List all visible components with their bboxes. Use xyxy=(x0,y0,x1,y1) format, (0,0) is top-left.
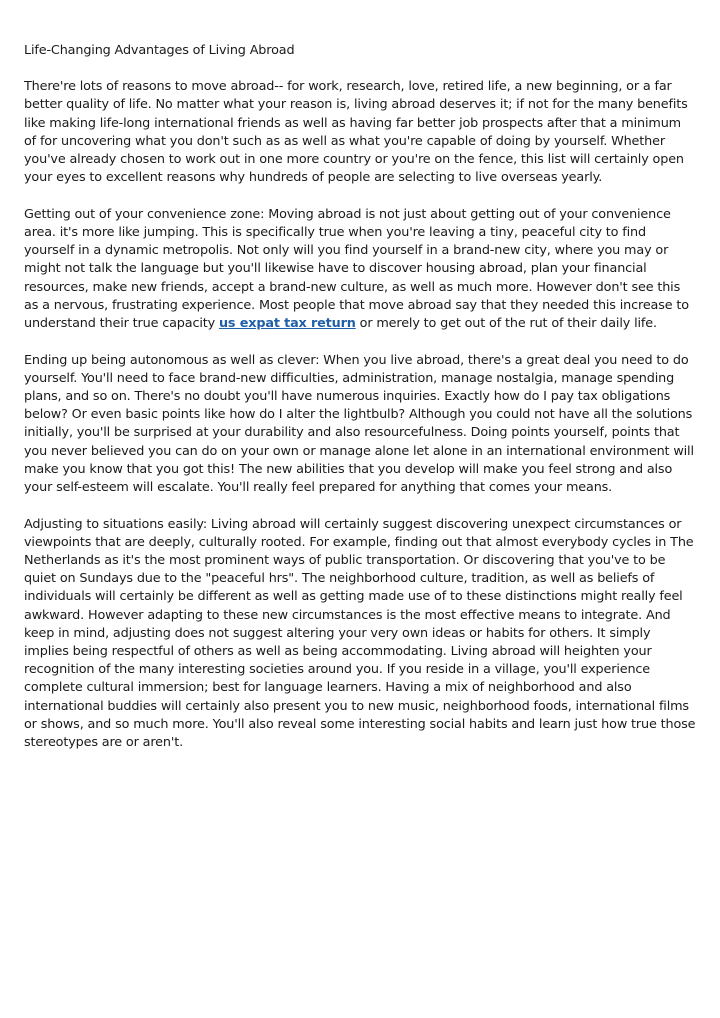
paragraph-intro: There're lots of reasons to move abroad-- for work, research, love, retired life, a new beginning, or a far better quality of life. No matter what your reason is, living abroad deserves it; if not for the many benefits like making life-long international friends as well as having far better job prospects after that a minimum of for uncovering what you don't such as as well as what you're capable of doing by yourself. Whether you've already chosen to work out in one more country or you're on the fence, this list will certainly open your eyes to excellent reasons why hundreds of people are selecting to live overseas yearly. xyxy=(24,79,688,186)
paragraph-text: or merely to get out of the rut of their daily life. xyxy=(355,316,657,332)
document-body xyxy=(24,42,696,771)
paragraph-convenience-zone xyxy=(24,206,696,333)
paragraph-autonomous: Ending up being autonomous as well as clever: When you live abroad, there's a great deal you need to do yourself. You'll need to face brand-new difficulties, administration, manage nostalgia, manage spending plans, and so on. There's no doubt you'll have numerous inquiries. Exactly how do I pay tax obligations below? Or even basic points like how do I alter the lightbulb? Although you could not have all the solutions initially, you'll be surprised at your durability and also resourcefulness. Doing points yourself, points that you never believed you can do on your own or manage alone let alone in an international environment will make you know that you got this! The new abilities that you develop will make you feel strong and also your self-esteem will escalate. You'll really feel prepared for anything that comes your means. xyxy=(24,352,694,496)
us-expat-tax-return-link[interactable]: us expat tax return xyxy=(218,316,356,332)
document-title: Life-Changing Advantages of Living Abroad xyxy=(24,43,295,58)
paragraph-adjusting: Adjusting to situations easily: Living abroad will certainly suggest discovering unexpect circumstances or viewpoints that are deeply, culturally rooted. For example, finding out that almost everybody cycles in The Netherlands as it's the most prominent ways of public transportation. Or discovering that you've to be quiet on Sundays due to the "peaceful hrs". The neighborhood culture, tradition, as well as beliefs of individuals will certainly be different as well as getting made use of to these distinctions might really feel awkward. However adapting to these new circumstances is the most effective means to integrate. And keep in mind, adjusting does not suggest altering your very own ideas or habits for others. It simply implies being respectful of others as well as being accommodating. Living abroad will heighten your recognition of the many interesting societies around you. If you reside in a village, you'll experience complete cultural immersion; best for language learners. Having a mix of neighborhood and also international buddies will certainly also present you to new music, neighborhood foods, international films or shows, and so much more. You'll also reveal some interesting social habits and learn just how true those stereotypes are or aren't. xyxy=(24,516,696,751)
paragraph-text: Getting out of your convenience zone: Moving abroad is not just about getting out of your convenience area. it's more like jumping. This is specifically true when you're leaving a tiny, peaceful city to find yourself in a dynamic metropolis. Not only will you find yourself in a brand-new city, where you may or might not talk the language but you'll likewise have to discover housing abroad, plan your financial resources, make new friends, accept a brand-new culture, as well as much more. However don't see this as a nervous, frustrating experience. Most people that move abroad say that they needed this increase to understand their true capacity xyxy=(24,206,689,332)
